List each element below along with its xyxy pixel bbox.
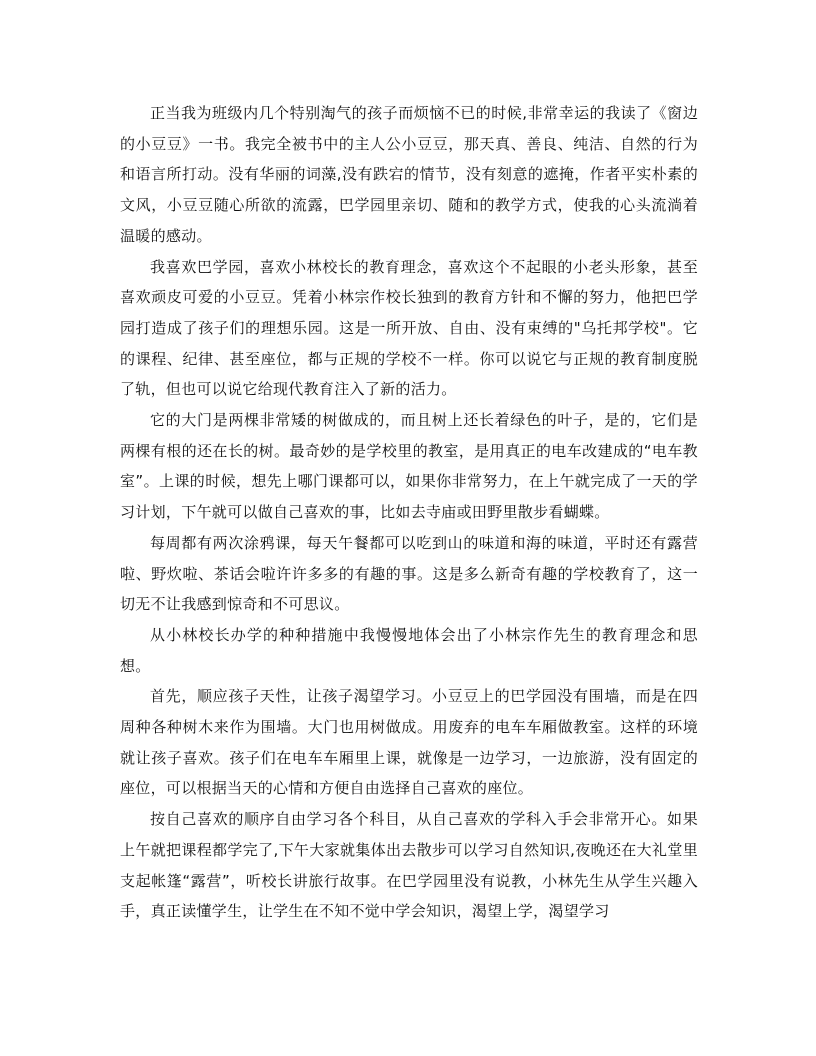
article-body <box>120 98 698 927</box>
paragraph-4: 每周都有两次涂鸦课，每天午餐都可以吃到山的味道和海的味道，平时还有露营啦、野炊啦、茶话会啦许许多多的有趣的事。这是多么新奇有趣的学校教育了，这一切无不让我感到惊奇和不可思议。 <box>120 533 698 614</box>
paragraph-5: 从小林校长办学的种种措施中我慢慢地体会出了小林宗作先生的教育理念和思想。 <box>120 625 698 675</box>
paragraph-1: 正当我为班级内几个特别淘气的孩子而烦恼不已的时候,非常幸运的我读了《窗边的小豆豆》一书。我完全被书中的主人公小豆豆，那天真、善良、纯洁、自然的行为和语言所打动。没有华丽的词藻,没有跌宕的情节，没有刻意的遮掩，作者平实朴素的文风，小豆豆随心所欲的流露，巴学园里亲切、随和的教学方式，使我的心头流淌着温暖的感动。 <box>120 104 698 245</box>
paragraph-3: 它的大门是两棵非常矮的树做成的，而且树上还长着绿色的叶子，是的，它们是两棵有根的还在长的树。最奇妙的是学校里的教室，是用真正的电车改建成的“电车教室”。上课的时候，想先上哪门课都可以，如果你非常努力，在上午就完成了一天的学习计划，下午就可以做自己喜欢的事，比如去寺庙或田野里散步看蝴蝶。 <box>120 411 698 522</box>
paragraph-7: 按自己喜欢的顺序自由学习各个科目，从自己喜欢的学科入手会非常开心。如果上午就把课程都学完了,下午大家就集体出去散步可以学习自然知识,夜晚还在大礼堂里支起帐篷“露营”，听校长讲旅行故事。在巴学园里没有说教，小林先生从学生兴趣入手，真正读懂学生，让学生在不知不觉中学会知识，渴望上学，渴望学习 <box>120 810 698 921</box>
paragraph-2: 我喜欢巴学园，喜欢小林校长的教育理念，喜欢这个不起眼的小老头形象，甚至喜欢顽皮可爱的小豆豆。凭着小林宗作校长独到的教育方针和不懈的努力，他把巴学园打造成了孩子们的理想乐园。这是一所开放、自由、没有束缚的"乌托邦学校"。它的课程、纪律、甚至座位，都与正规的学校不一样。你可以说它与正规的教育制度脱了轨，但也可以说它给现代教育注入了新的活力。 <box>120 257 698 399</box>
paragraph-6: 首先，顺应孩子天性，让孩子渴望学习。小豆豆上的巴学园没有围墙，而是在四周种各种树木来作为围墙。大门也用树做成。用废弃的电车车厢做教室。这样的环境就让孩子喜欢。孩子们在电车车厢里上课，就像是一边学习，一边旅游，没有固定的座位，可以根据当天的心情和方便自由选择自己喜欢的座位。 <box>120 687 698 798</box>
